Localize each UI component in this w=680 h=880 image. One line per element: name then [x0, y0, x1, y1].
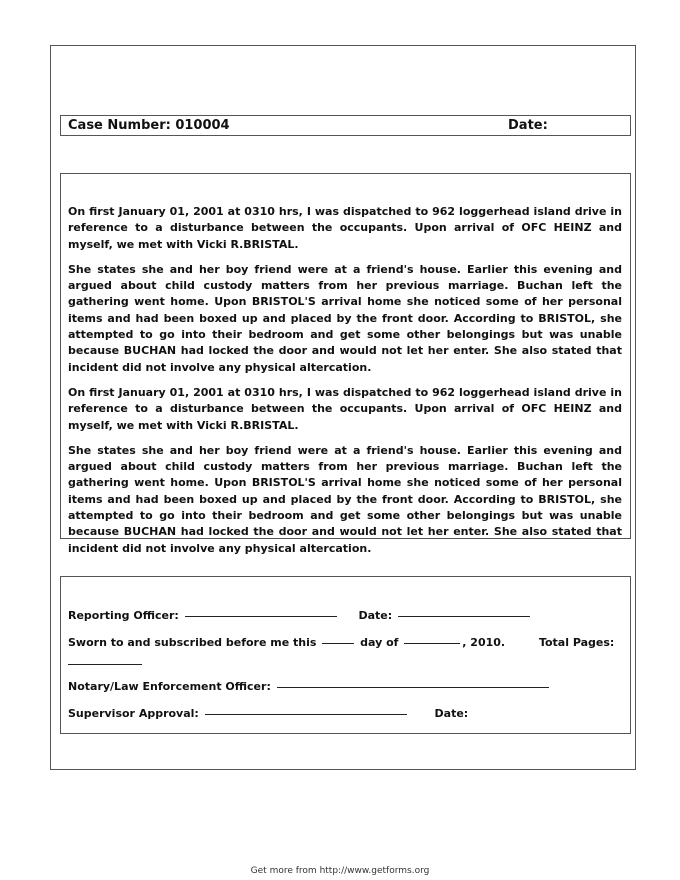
supervisor-row [68, 707, 468, 720]
notary-line[interactable] [277, 687, 549, 688]
case-date-label: Date: [508, 118, 548, 133]
sworn-row [68, 636, 614, 649]
total-pages-label: Total Pages: [538, 636, 615, 649]
signature-box [60, 576, 631, 734]
footer [0, 866, 680, 876]
date-label-2: Date: [434, 707, 469, 720]
reporting-officer-line[interactable] [185, 616, 337, 617]
reporting-officer-row [68, 609, 532, 622]
narrative-paragraph: She states she and her boy friend were at a friend's house. Earlier this evening and argued about child custody matters from her previous marriage. Buchan left the gathering went home. Upon BRISTOL'S arrival home she noticed some of her personal items and had been boxed up and placed by the front door. According to BRISTOL, she attempted to go into their bedroom and get some other belongings but was unable because BUCHAN had locked the door and would not let her enter. She also stated that incident did not involve any physical altercation. [68, 262, 622, 374]
notary-label: Notary/Law Enforcement Officer: [68, 680, 271, 693]
footer-prefix: Get more from [250, 866, 320, 876]
notary-row [68, 680, 551, 693]
date-label-1: Date: [358, 609, 393, 622]
day-of-label: day of [360, 636, 399, 649]
reporting-officer-label: Reporting Officer: [68, 609, 179, 622]
narrative-text [61, 174, 630, 557]
month-line[interactable] [404, 643, 460, 644]
year-label: , 2010. [462, 636, 506, 649]
sworn-label: Sworn to and subscribed before me this [68, 636, 317, 649]
narrative-paragraph: On first January 01, 2001 at 0310 hrs, I was dispatched to 962 loggerhead island drive in reference to a disturbance between the occupants. Upon arrival of OFC HEINZ and myself, we met with Vicki R.BRISTAL. [68, 205, 622, 251]
case-number-label: Case Number: 010004 [68, 118, 230, 133]
total-pages-line[interactable] [68, 664, 142, 665]
supervisor-label: Supervisor Approval: [68, 707, 199, 720]
total-pages-row [68, 657, 144, 670]
narrative-paragraph: On first January 01, 2001 at 0310 hrs, I was dispatched to 962 loggerhead island drive in reference to a disturbance between the occupants. Upon arrival of OFC HEINZ and myself, we met with Vicki R.BRISTAL. [68, 385, 622, 432]
footer-link[interactable]: http://www.getforms.org [319, 866, 430, 876]
date-line-1[interactable] [398, 616, 530, 617]
narrative-box [60, 173, 631, 555]
supervisor-line[interactable] [205, 714, 407, 715]
case-header-box [60, 115, 631, 136]
narrative-paragraph: She states she and her boy friend were at a friend's house. Earlier this evening and argued about child custody matters from her previous marriage. Buchan left the gathering went home. Upon BRISTOL'S arrival home she noticed some of her personal items and had been boxed up and placed by the front door. According to BRISTOL, she attempted to go into their bedroom and get some other belongings but was unable because BUCHAN had locked the door and would not let her enter. She also stated that incident did not involve any physical altercation. [68, 443, 622, 555]
day-line[interactable] [322, 643, 354, 644]
